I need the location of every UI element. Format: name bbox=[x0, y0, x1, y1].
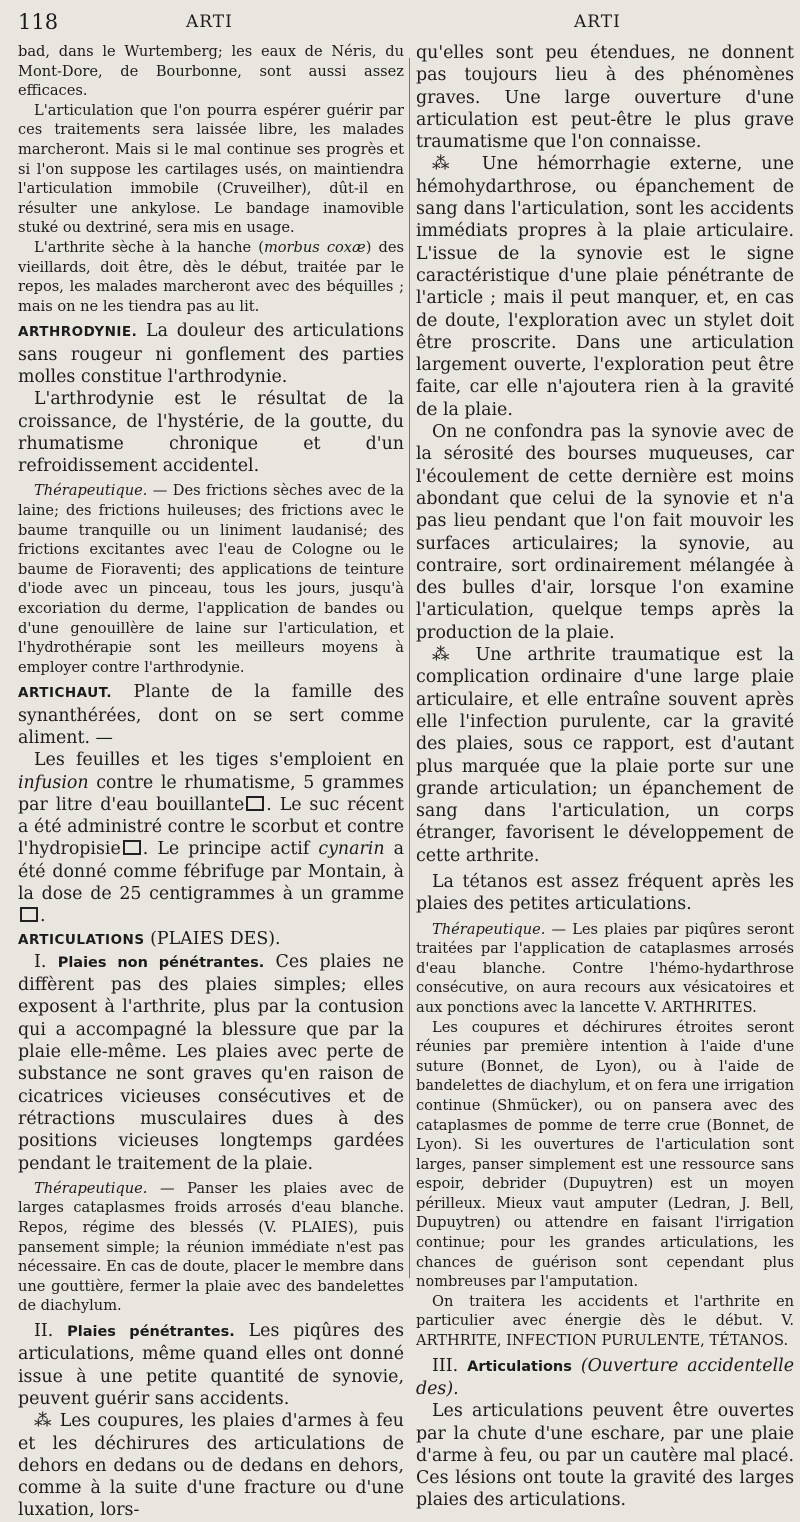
page-number: 118 bbox=[18, 10, 59, 34]
running-head-left: ARTI bbox=[186, 12, 233, 32]
paragraph: Les articulations peuvent être ouvertes par la chute d'une eschare, par une plaie d'arme à feu, ou par un cautère mal placé. Ces lésions ont toute la gravité des larges plaies des articulations. bbox=[416, 1401, 794, 1511]
entry-headword: ARTICHAUT. bbox=[18, 685, 112, 702]
section-heading: Articulations bbox=[467, 1358, 572, 1375]
entry-headword: ARTICULATIONS bbox=[18, 931, 145, 948]
therapeutics-paragraph: Thérapeutique. — Panser les plaies avec de larges cataplasmes froids arrosés d'eau blanche. Repos, régime des blessés (V. PLAIES), puis pansement simple; la réunion immédiate n'est pas nécessaire. En cas de doute, placer le membre dans une gouttière, fermer la plaie avec des bandelettes de diachylum. bbox=[18, 1179, 404, 1315]
section-plaies-penetrantes: II. Plaies pénétrantes. Les piqûres des articulations, même quand elles ont donné issue à une petite quantité de synovie, peuvent guérir sans accidents. bbox=[18, 1321, 404, 1409]
entry-artichaut: ARTICHAUT. Plante de la famille des synanthérées, dont on se sert comme aliment. — bbox=[18, 682, 404, 748]
page-header bbox=[0, 4, 800, 40]
left-column bbox=[18, 42, 404, 1522]
box-symbol-icon bbox=[246, 796, 264, 811]
entry-arthrodynie: ARTHRODYNIE. La douleur des articulations sans rougeur ni gonflement des parties molles constitue l'arthrodynie. bbox=[18, 321, 404, 387]
therapeutics-paragraph: Thérapeutique. — Les plaies par piqûres seront traitées par l'application de cataplasmes arrosés d'eau blanche. Contre l'hémo-hydarthrose consécutive, on aura recours aux vésicatoires et aux ponctions avec la lancette V. ARTHRITES. bbox=[416, 920, 794, 1016]
box-symbol-icon bbox=[20, 907, 38, 922]
paragraph: On ne confondra pas la synovie avec de la sérosité des bourses muqueuses, car l'écoulement de cette dernière est moins abondant que celui de la synovie et n'a pas lieu pendant que l'on fait mouvoir les surfaces articulaires; la synovie, au contraire, sort ordinairement mélangée à des bulles d'air, lorsque l'on examine l'articulation, quelque temps après la production de la plaie. bbox=[416, 422, 794, 643]
running-head-right: ARTI bbox=[574, 12, 621, 32]
paragraph: qu'elles sont peu étendues, ne donnent pas toujours lieu à des phénomènes graves. Une large ouverture d'une articulation est peut-être le plus grave traumatisme que l'on connaisse. bbox=[416, 43, 794, 153]
box-symbol-icon bbox=[123, 840, 141, 855]
section-plaies-non-penetrantes: I. Plaies non pénétrantes. Ces plaies ne diffèrent pas des plaies simples; elles exposent à l'arthrite, plus par la contusion qui a accompagné la blessure que par la plaie elle-même. Les plaies avec perte de substance ne sont graves qu'en raison de cicatrices vicieuses consécutives et de rétractions musculaires dues à des positions vicieuses longtemps gardées pendant le traitement de la plaie. bbox=[18, 951, 404, 1174]
paragraph: L'arthrite sèche à la hanche (morbus coxæ) des vieillards, doit être, dès le début, traitée par le repos, les malades marcheront avec des béquilles ; mais on ne les tiendra pas au lit. bbox=[18, 238, 404, 315]
right-column bbox=[416, 42, 794, 1512]
entry-articulations: ARTICULATIONS (PLAIES DES). bbox=[18, 928, 281, 949]
section-ouverture-accidentelle: III. Articulations (Ouverture accidentelle des). bbox=[416, 1355, 794, 1399]
paragraph: La tétanos est assez fréquent après les plaies des petites articulations. bbox=[416, 871, 794, 915]
paragraph: L'arthrodynie est le résultat de la croissance, de l'hystérie, de la goutte, du rhumatisme chronique et d'un refroidissement accidentel. bbox=[18, 389, 404, 477]
column-divider bbox=[409, 58, 410, 1278]
paragraph: ⁂ Une arthrite traumatique est la complication ordinaire d'une large plaie articulaire, et elle entraîne souvent après elle l'infection purulente, car la gravité des plaies, sous ce rapport, est d'autant plus marquée que la plaie porte sur une grande articulation; un épanchement de sang dans l'articulation, un corps étranger, favorisent le développement de cette arthrite. bbox=[416, 645, 794, 866]
entry-headword: ARTHRODYNIE. bbox=[18, 324, 138, 341]
paragraph: L'articulation que l'on pourra espérer guérir par ces traitements sera laissée libre, les malades marcheront. Mais si le mal continue ses progrès et si l'on suppose les cartilages usés, on maintiendra l'articulation immobile (Cruveilher), dût-il en résulter une ankylose. Le bandage inamovible stuké ou dextriné, sera mis en usage. bbox=[18, 101, 404, 237]
paragraph: On traitera les accidents et l'arthrite en particulier avec énergie dès le début. V. ARTHRITE, INFECTION PURULENTE, TÉTANOS. bbox=[416, 1292, 794, 1350]
paragraph: ⁂ Une hémorrhagie externe, une hémohydarthrose, ou épanchement de sang dans l'articulation, sont les accidents immédiats propres à la plaie articulaire. L'issue de la synovie est le signe caractéristique d'une plaie pénétrante de l'article ; mais il peut manquer, et, en cas de doute, l'exploration avec un stylet doit être proscrite. Dans une articulation largement ouverte, l'exploration peut être faite, car elle n'ajoutera rien à la gravité de la plaie. bbox=[416, 154, 794, 420]
paragraph: ⁂ Les coupures, les plaies d'armes à feu et les déchirures des articulations de dehors en dedans ou de dedans en dehors, comme à la suite d'une fracture ou d'une luxation, lors- bbox=[18, 1411, 404, 1521]
therapeutics-paragraph: Thérapeutique. — Des frictions sèches avec de la laine; des frictions huileuses; des frictions avec le baume tranquille ou un liniment laudanisé; des frictions excitantes avec l'eau de Cologne ou le baume de Fioraventi; des applications de teinture d'iode avec un pinceau, tous les jours, jusqu'à excoriation du derme, l'application de bandes ou d'une genouillère de laine sur l'articulation, et l'hydrothérapie sont les meilleurs moyens à employer contre l'arthrodynie. bbox=[18, 482, 404, 676]
section-heading: Plaies non pénétrantes. bbox=[57, 954, 265, 971]
paragraph: bad, dans le Wurtemberg; les eaux de Néris, du Mont-Dore, de Bourbonne, sont aussi assez efficaces. bbox=[18, 43, 404, 100]
paragraph: Les coupures et déchirures étroites seront réunies par première intention à l'aide d'une suture (Bonnet, de Lyon), ou à l'aide de bandelettes de diachylum, et on fera une irrigation continue (Shmücker), ou on pansera avec des cataplasmes de pomme de terre crue (Bonnet, de Lyon). Si les ouvertures de l'articulation sont larges, panser simplement est une ressource sans espoir, debrider (Dupuytren) est un moyen périlleux. Mieux vaut amputer (Ledran, J. Bell, Dupuytren) ou attendre en faisant l'irrigation continue; pour les grandes articulations, les chances de guérison sont cependant plus nombreuses par l'amputation. bbox=[416, 1018, 794, 1291]
section-heading: Plaies pénétrantes. bbox=[67, 1324, 235, 1341]
paragraph: Les feuilles et les tiges s'emploient en infusion contre le rhumatisme, 5 grammes par litre d'eau bouillante . Le suc récent a été administré contre le scorbut et contre l'hydropisie . Le principe actif cynarin a été donné comme fébrifuge par Montain, à la dose de 25 centigrammes à un gramme. bbox=[18, 750, 404, 927]
